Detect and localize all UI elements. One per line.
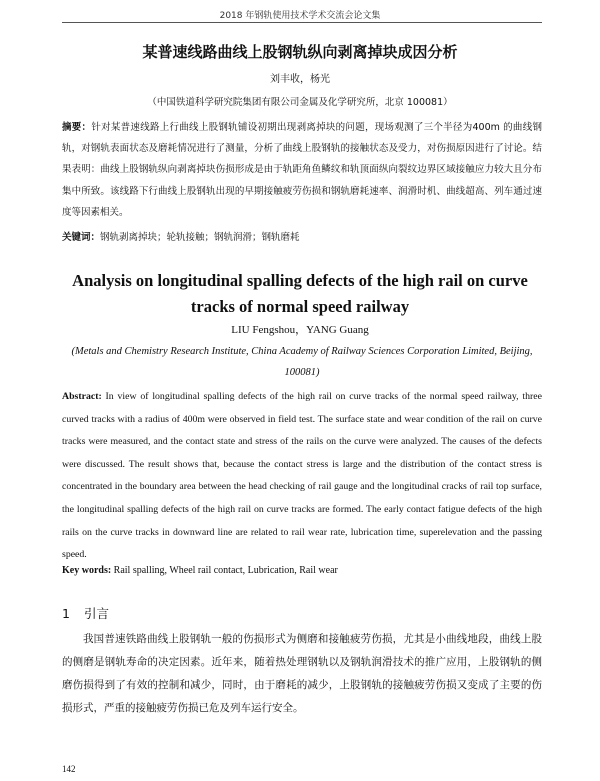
chinese-authors: 刘丰收，杨光 [270,74,330,85]
chinese-keywords-text: 钢轨剥离掉块；轮轨接触；钢轨润滑；钢轨磨耗 [100,232,300,243]
english-abstract [62,386,542,567]
chinese-title: 某普速线路曲线上股钢轨纵向剥离掉块成因分析 [142,43,458,61]
page-number: 142 [62,764,76,774]
english-authors: LIU Fengshou，YANG Guang [231,324,369,336]
chinese-abstract-label: 摘要： [62,122,92,133]
chinese-keywords [62,229,542,243]
english-keywords [62,565,542,576]
english-abstract-text: In view of longitudinal spalling defects of the high rail on curve tracks of the normal speed railway, three curved tracks with a radius of 400m were observed in field test. The surface state and wear condition of the rail on curve tracks were measured, and the contact state and stress of the rails on the curve were analyzed. The causes of the defects were discussed. The result shows that, because the contact stress is large and the distribution of the contact stress is concentrated in the boundary area between the head checking of rail gauge and the longitudinal cracks of rail top surface, the longitudinal spalling defects of the high rail on curve tracks are formed. The early contact fatigue defects of the high rails on the curve tracks in downward line are related to rail wear rate, lubrication time, superelevation and the passing speed. [62,391,543,561]
section-heading [62,604,262,622]
header-divider [62,22,542,23]
chinese-abstract-text: 针对某普速线路上行曲线上股钢轨铺设初期出现剥离掉块的问题，现场观测了三个半径为400m 的曲线钢轨，对钢轨表面状态及磨耗情况进行了测量，分析了曲线上股钢轨的接触状态及受力，对伤损原因进行了讨论。结果表明：曲线上股钢轨纵向剥离掉块伤损形成是由于轨距角鱼鳞纹和轨顶面纵向裂纹边界区域接触应力较大且分布集中所致。该线路下行曲线上股钢轨出现的早期接触疲劳伤损和钢轨磨耗速率、润滑时机、曲线超高、列车通过速度等因素相关。 [62,122,542,218]
english-affiliation: (Metals and Chemistry Research Institute, China Academy of Railway Sciences Corporation Limited, Beijing, 100081) [71,346,533,378]
chinese-keywords-label: 关键词： [62,232,101,243]
section-title: 引言 [83,606,109,621]
introduction-paragraph: 我国普速铁路曲线上股钢轨一般的伤损形式为侧磨和接触疲劳伤损，尤其是小曲线地段，曲线上股的侧磨是钢轨寿命的决定因素。近年来，随着热处理钢轨以及钢轨润滑技术的推广应用，上股钢轨的侧磨伤损得到了有效的控制和减少，同时，由于磨耗的减少，上股钢轨的接触疲劳伤损又变成了主要的伤损形式，严重的接触疲劳伤损已危及列车运行安全。 [62,633,542,714]
english-abstract-label: Abstract: [62,391,102,402]
chinese-affiliation: （中国铁道科学研究院集团有限公司金属及化学研究所，北京 100081） [147,97,453,108]
english-title: Analysis on longitudinal spalling defects of the high rail on curve tracks of normal speed railway [72,271,528,316]
english-keywords-label: Key words: [62,565,112,576]
section-number: 1 [62,606,70,621]
chinese-abstract [62,117,542,223]
running-header: 2018 年钢轨使用技术学术交流会论文集 [219,11,381,21]
english-keywords-text: Rail spalling, Wheel rail contact, Lubrication, Rail wear [113,565,338,576]
